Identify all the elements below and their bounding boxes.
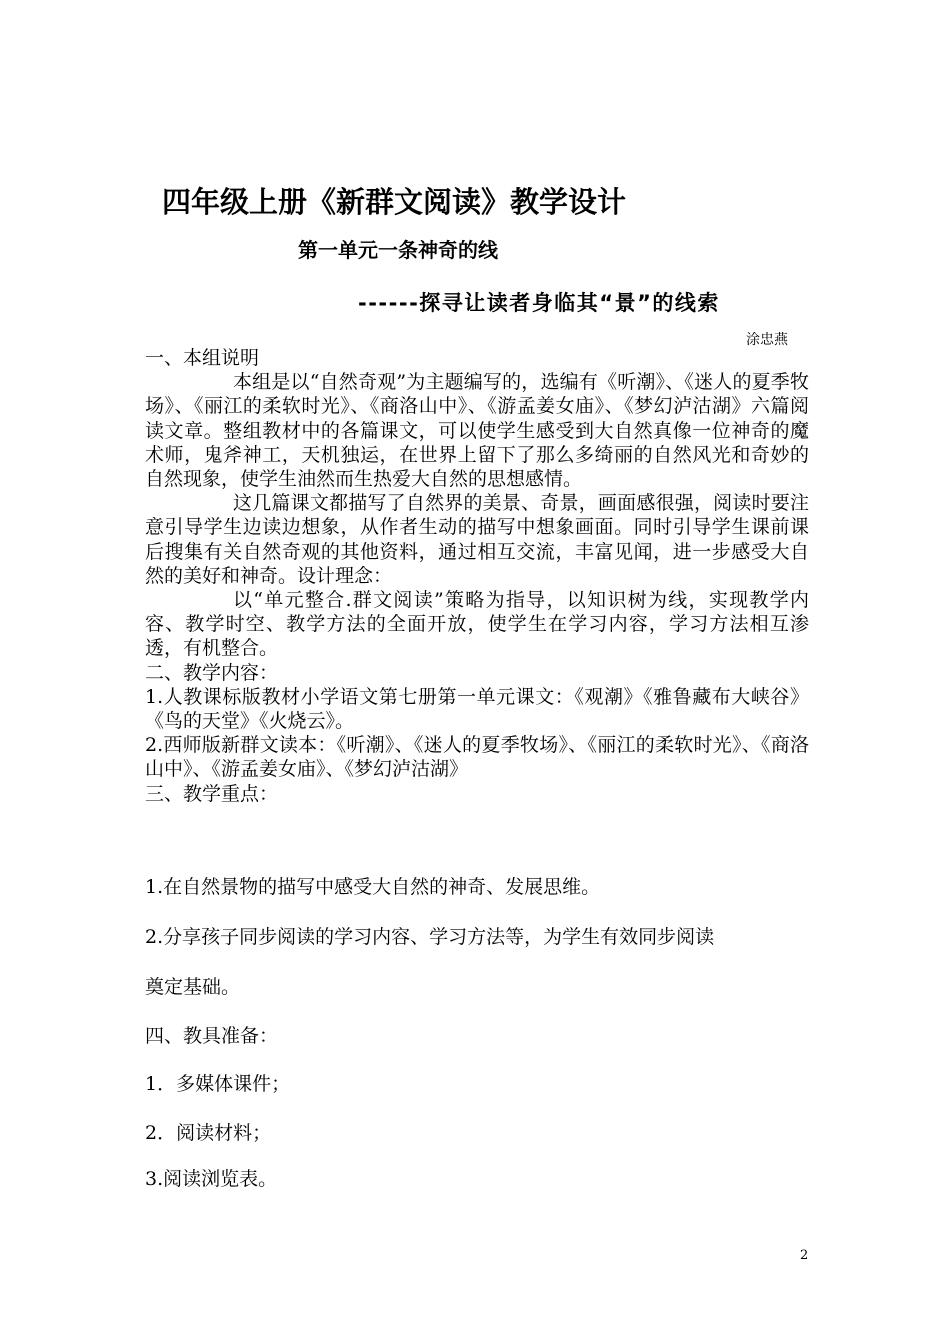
focus-item-2-continued: 奠定基础。 [145,976,241,998]
author-name: 涂忠燕 [746,332,788,348]
content-item-2: 2.西师版新群文读本：《听潮》、《迷人的夏季牧场》、《丽江的柔软时光》、《商洛山中》、《游孟姜女庙》、《梦幻泸沽湖》 [145,734,809,781]
section-heading-tools: 四、教具准备： [145,1025,279,1047]
unit-title: 第一单元一条神奇的线 [298,238,498,262]
overview-paragraph-3: 以“单元整合.群文阅读”策略为指导，以知识树为线，实现教学内容、教学时空、教学方法的全面开放，使学生在学习内容，学习方法相互渗透，有机整合。 [145,589,809,660]
section-heading-content: 二、教学内容： [145,661,279,684]
section-heading-overview: 一、本组说明 [145,347,260,369]
focus-item-2: 2.分享孩子同步阅读的学习内容、学习方法等，为学生有效同步阅读 [145,926,715,948]
tools-item-1: 1．多媒体课件； [145,1073,291,1095]
section-heading-focus: 三、教学重点： [145,782,279,805]
document-subtitle: ------探寻让读者身临其“景”的线索 [358,291,720,315]
document-title: 四年级上册《新群文阅读》教学设计 [162,185,627,219]
document-body [145,346,809,806]
page-number: 2 [800,1248,809,1263]
overview-paragraph-2: 这几篇课文都描写了自然界的美景、奇景，画面感很强，阅读时要注意引导学生边读边想象，从作者生动的描写中想象画面。同时引导学生课前课后搜集有关自然奇观的其他资料，通过相互交流，丰富见闻，进一步感受大自然的美好和神奇。设计理念： [145,492,809,587]
content-item-1: 1.人教课标版教材小学语文第七册第一单元课文：《观潮》《雅鲁藏布大峡谷》《鸟的天堂》《火烧云》。 [145,685,809,733]
focus-item-1: 1.在自然景物的描写中感受大自然的神奇、发展思维。 [145,876,601,898]
tools-item-2: 2．阅读材料； [145,1122,272,1144]
overview-paragraph-1: 本组是以“自然奇观”为主题编写的，选编有《听潮》、《迷人的夏季牧场》、《丽江的柔软时光》、《商洛山中》、《游孟姜女庙》、《梦幻泸沽湖》六篇阅读文章。整组教材中的各篇课文，可以使学生感受到大自然真像一位神奇的魔术师，鬼斧神工，天机独运，在世界上留下了那么多绮丽的自然风光和奇妙的自然现象，使学生油然而生热爱大自然的思想感情。 [145,371,809,491]
tools-item-3: 3.阅读浏览表。 [145,1168,278,1190]
